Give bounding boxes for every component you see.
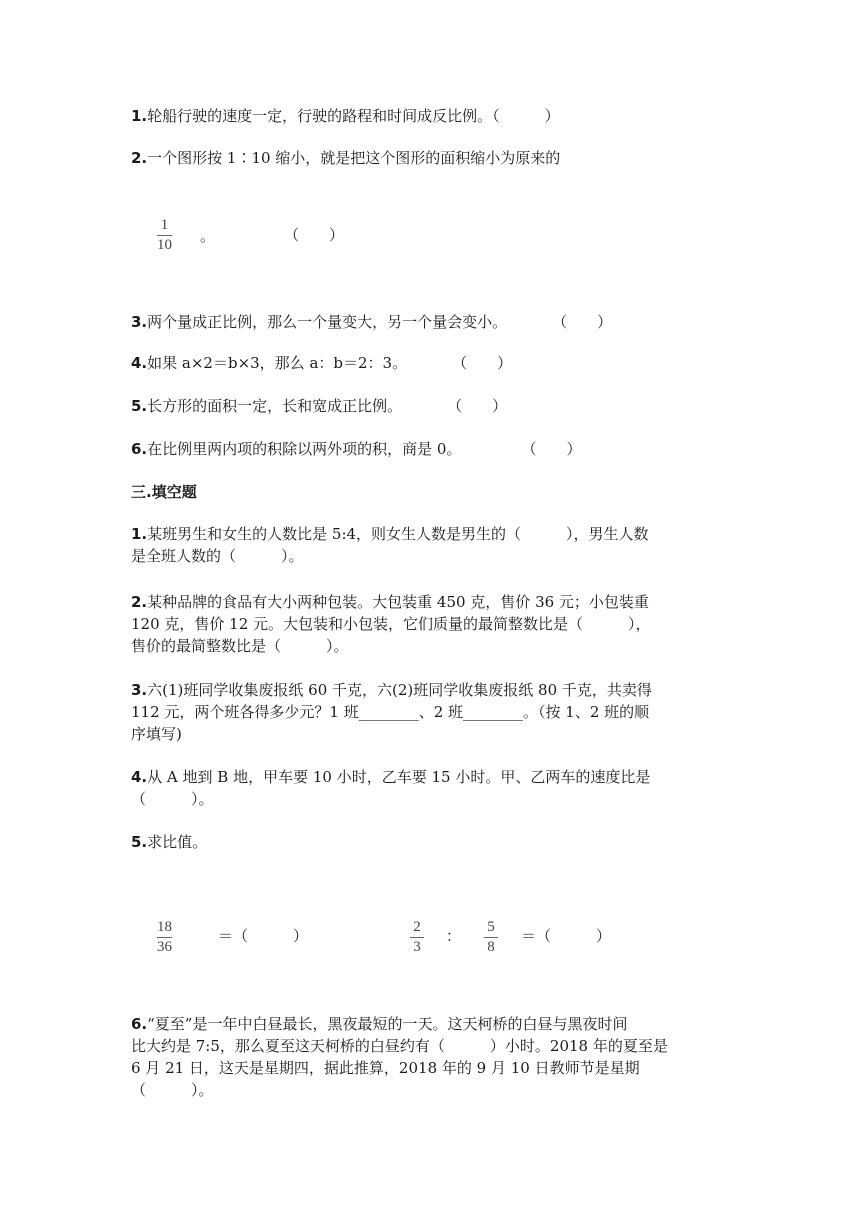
question-text: 长方形的面积一定，长和宽成正比例。 （ ） — [147, 397, 508, 415]
fill-q6 — [131, 1014, 627, 1034]
question-text: 轮船行驶的速度一定，行驶的路程和时间成反比例。（ ） — [147, 107, 560, 125]
question-text-line: 某种品牌的食品有大小两种包装。大包装重 450 克，售价 36 元；小包装重 — [147, 593, 649, 611]
question-number: 3. — [131, 681, 148, 699]
fraction-denominator: 36 — [157, 939, 172, 955]
fraction-suffix: 。 — [200, 227, 216, 245]
question-text-line: 比大约是 7:5，那么夏至这天柯桥的白昼约有（ ）小时。2018 年的夏至是 — [131, 1037, 668, 1055]
question-text-line: 序填写) — [131, 725, 182, 743]
question-number: 4. — [131, 768, 148, 786]
judge-q2 — [131, 148, 560, 168]
fill-q6-cont2 — [131, 1058, 640, 1078]
judge-q4 — [131, 353, 512, 373]
fill-q2-cont1 — [131, 614, 651, 634]
question-text-line: 120 克，售价 12 元。大包装和小包装，它们质量的最简整数比是（ ）， — [131, 615, 651, 633]
question-text-line: 某班男生和女生的人数比是 5:4，则女生人数是男生的（ ），男生人数 — [147, 525, 649, 543]
question-text-line: （ ）。 — [131, 790, 214, 808]
ratio-answer-b: ＝（ ） — [521, 927, 612, 945]
question-number: 5. — [131, 833, 148, 851]
question-number: 3. — [131, 313, 148, 331]
fill-q6-cont3 — [131, 1080, 214, 1100]
question-number: 6. — [131, 1015, 148, 1033]
question-text-line: 六(1)班同学收集废报纸 60 千克，六(2)班同学收集废报纸 80 千克，共卖得 — [147, 681, 652, 699]
question-text-line: 从 A 地到 B 地，甲车要 10 小时，乙车要 15 小时。甲、乙两车的速度比是 — [147, 768, 651, 786]
fraction-bar — [484, 937, 498, 938]
answer-paren: （ ） — [284, 226, 345, 244]
fraction-denominator: 10 — [157, 237, 172, 253]
question-number: 4. — [131, 354, 148, 372]
fill-q3-cont1 — [131, 702, 649, 722]
fraction-one-tenth — [157, 217, 172, 254]
question-text-line: （ ）。 — [131, 1081, 214, 1099]
fraction-denominator: 3 — [413, 939, 421, 955]
fraction-denominator: 8 — [487, 939, 495, 955]
question-text-line: 6 月 21 日，这天是星期四，据此推算，2018 年的 9 月 10 日教师节是星期 — [131, 1059, 640, 1077]
question-text: 一个图形按 1∶10 缩小，就是把这个图形的面积缩小为原来的 — [147, 149, 561, 167]
question-text-line: 求比值。 — [147, 833, 208, 851]
fraction-bar — [157, 937, 172, 938]
fill-q3-cont2 — [131, 724, 182, 744]
ratio-colon: ： — [446, 927, 462, 945]
question-text-line: 112 元，两个班各得多少元？1 班________、2 班________。（按 1、2 班的顺 — [131, 703, 650, 721]
question-number: 1. — [131, 525, 148, 543]
fraction-18-36 — [157, 919, 172, 956]
question-number: 5. — [131, 397, 148, 415]
judge-q6 — [131, 439, 581, 459]
fraction-numerator: 1 — [160, 217, 169, 233]
question-text: 如果 a×2＝b×3，那么 a：b＝2：3。 （ ） — [147, 354, 513, 372]
question-number: 2. — [131, 593, 148, 611]
question-text: 两个量成正比例，那么一个量变大，另一个量会变小。 （ ） — [147, 313, 613, 331]
fraction-bar — [157, 235, 172, 236]
question-text-line: 售价的最简整数比是（ ）。 — [131, 637, 349, 655]
fill-q4 — [131, 767, 650, 787]
question-text-line: 是全班人数的（ ）。 — [131, 547, 304, 565]
judge-q3 — [131, 312, 612, 332]
question-text-line: “夏至”是一年中白昼最长，黑夜最短的一天。这天柯桥的白昼与黑夜时间 — [147, 1015, 628, 1033]
fill-q2-cont2 — [131, 636, 349, 656]
question-number: 1. — [131, 107, 148, 125]
question-number: 6. — [131, 440, 148, 458]
fraction-5-8 — [484, 919, 498, 956]
question-text: 在比例里两内项的积除以两外项的积，商是 0。 （ ） — [147, 440, 582, 458]
fraction-bar — [410, 937, 424, 938]
fill-q1-cont — [131, 546, 304, 566]
fill-q6-cont1 — [131, 1036, 668, 1056]
fill-q1 — [131, 524, 649, 544]
fraction-numerator: 5 — [487, 919, 495, 935]
fill-q5 — [131, 832, 207, 852]
section-title: 三.填空题 — [131, 483, 197, 501]
fraction-numerator: 2 — [413, 919, 421, 935]
fill-q3 — [131, 680, 652, 700]
fill-q4-cont — [131, 789, 214, 809]
judge-q5 — [131, 396, 507, 416]
ratio-answer-a: ＝（ ） — [218, 927, 309, 945]
judge-q1 — [131, 106, 560, 126]
fill-q2 — [131, 592, 649, 612]
fraction-2-3 — [410, 919, 424, 956]
fraction-numerator: 18 — [157, 919, 172, 935]
question-number: 2. — [131, 149, 148, 167]
